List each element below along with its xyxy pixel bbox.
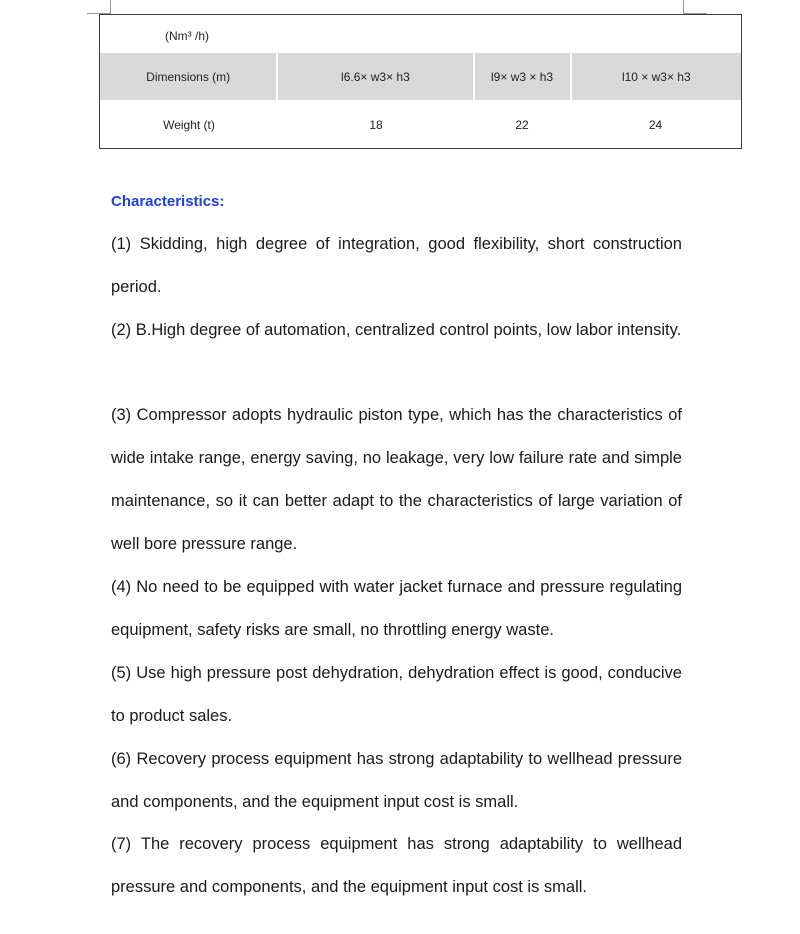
table-cell xyxy=(570,15,741,53)
item-number: (2) xyxy=(111,321,132,339)
item-text: No need to be equipped with water jacket furnace and pressure regulating equipment, safety risks are small, no throttling energy waste. xyxy=(111,578,682,639)
list-item xyxy=(111,738,682,824)
spec-table xyxy=(99,14,742,149)
flow-unit-cell: (Nm³ /h) xyxy=(165,29,209,43)
list-item xyxy=(111,223,682,309)
weight-value-3: 24 xyxy=(648,117,663,132)
item-text: The recovery process equipment has strong adaptability to wellhead pressure and components, and the equipment input cost is small. xyxy=(111,835,682,896)
item-number: (5) xyxy=(111,664,132,682)
item-number: (4) xyxy=(111,578,132,596)
margin-corner-mark-right-vertical xyxy=(683,0,684,14)
row-label-weight: Weight (t) xyxy=(163,117,215,132)
item-text: Recovery process equipment has strong adaptability to wellhead pressure and components, and the equipment input cost is small. xyxy=(111,750,682,811)
item-number: (1) xyxy=(111,235,132,253)
table-cell xyxy=(278,15,474,53)
weight-value-2: 22 xyxy=(515,117,529,132)
dimensions-value-3: l10 × w3× h3 xyxy=(570,53,741,100)
item-number: (6) xyxy=(111,750,132,768)
list-item xyxy=(111,823,682,909)
list-item xyxy=(111,309,682,352)
item-number: (7) xyxy=(111,835,132,853)
list-item xyxy=(111,652,682,738)
weight-value-1: 18 xyxy=(369,117,383,132)
list-item xyxy=(111,394,682,566)
dimensions-value-2: l9× w3 × h3 xyxy=(473,53,570,100)
section-heading: Characteristics: xyxy=(111,193,225,210)
item-text: Skidding, high degree of integration, good flexibility, short construction period. xyxy=(111,235,682,296)
row-label-dimensions: Dimensions (m) xyxy=(146,69,231,84)
item-number: (3) xyxy=(111,406,132,424)
table-cell xyxy=(474,15,570,53)
dimensions-value-1: l6.6× w3× h3 xyxy=(276,53,472,100)
table-row-flow-unit xyxy=(100,15,741,53)
list-item xyxy=(111,566,682,652)
margin-corner-mark-left-vertical xyxy=(110,0,111,14)
item-text: B.High degree of automation, centralized control points, low labor intensity. xyxy=(135,321,682,339)
table-row-dimensions xyxy=(100,53,741,100)
item-text: Compressor adopts hydraulic piston type, which has the characteristics of wide intake range, energy saving, no leakage, very low failure rate and simple maintenance, so it can better adapt to the characteristics of large variation of well bore pressure range. xyxy=(111,406,682,553)
item-text: Use high pressure post dehydration, dehydration effect is good, conducive to product sales. xyxy=(111,664,682,725)
table-row-weight xyxy=(100,100,741,149)
